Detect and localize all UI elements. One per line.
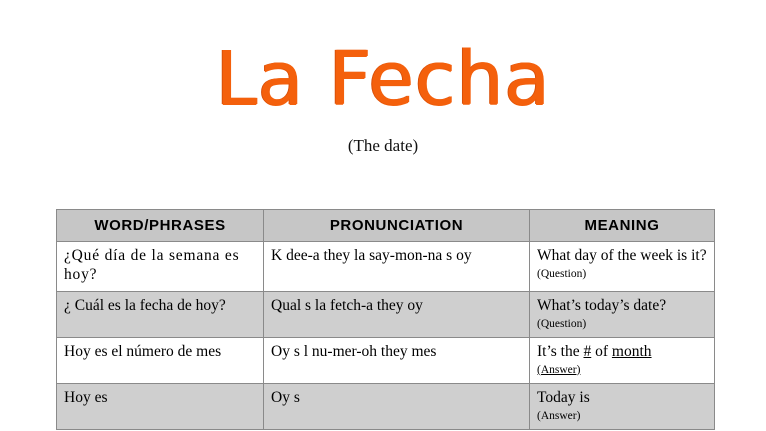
cell-phrase <box>57 242 264 292</box>
cell-phrase <box>57 291 264 337</box>
table-body <box>57 242 715 430</box>
table-header-row <box>57 210 715 242</box>
cell-pronunciation <box>264 291 530 337</box>
cell-phrase <box>57 337 264 383</box>
meaning-middle: of <box>591 342 612 360</box>
column-header-pronunciation: PRONUNCIATION <box>264 210 530 242</box>
meaning-text: What day of the week is it? <box>537 247 707 264</box>
vocabulary-table-container <box>56 209 714 430</box>
table-row <box>57 383 715 429</box>
cell-pronunciation <box>264 242 530 292</box>
meaning-underlined-number: # <box>583 342 592 360</box>
table-row <box>57 242 715 292</box>
column-header-meaning: MEANING <box>530 210 715 242</box>
meaning-underlined-month: month <box>611 342 652 360</box>
cell-pronunciation <box>264 383 530 429</box>
cell-pronunciation <box>264 337 530 383</box>
vocabulary-table <box>56 209 715 430</box>
pronunciation-text: Qual s la fetch-a they oy <box>271 296 423 314</box>
column-header-word-phrases: WORD/PHRASES <box>57 210 264 242</box>
cell-meaning <box>530 242 715 292</box>
meaning-note: (Question) <box>537 317 587 330</box>
pronunciation-text: Oy s <box>271 388 300 406</box>
pronunciation-text: Oy s l nu-mer-oh they mes <box>271 342 437 360</box>
table-row <box>57 291 715 337</box>
table-row <box>57 337 715 383</box>
page-subtitle: (The date) <box>347 136 419 155</box>
cell-meaning <box>530 291 715 337</box>
cell-phrase <box>57 383 264 429</box>
meaning-prefix: It’s the <box>537 342 584 360</box>
page-title: La Fecha <box>215 36 551 122</box>
meaning-text <box>537 343 707 362</box>
phrase-text: Hoy es <box>64 388 108 406</box>
table-header <box>57 210 715 242</box>
phrase-text: Hoy es el número de mes <box>64 342 222 360</box>
meaning-note: (Answer) <box>537 409 581 422</box>
phrase-text: ¿Qué día de la semana es hoy? <box>64 247 240 283</box>
meaning-note: (Question) <box>537 267 587 280</box>
phrase-text: ¿ Cuál es la fecha de hoy? <box>64 296 226 314</box>
meaning-text: Today is <box>537 388 590 406</box>
cell-meaning <box>530 383 715 429</box>
meaning-note: (Answer) <box>537 363 581 376</box>
meaning-text: What’s today’s date? <box>537 296 667 314</box>
cell-meaning <box>530 337 715 383</box>
pronunciation-text: K dee-a they la say-mon-na s oy <box>271 247 472 264</box>
